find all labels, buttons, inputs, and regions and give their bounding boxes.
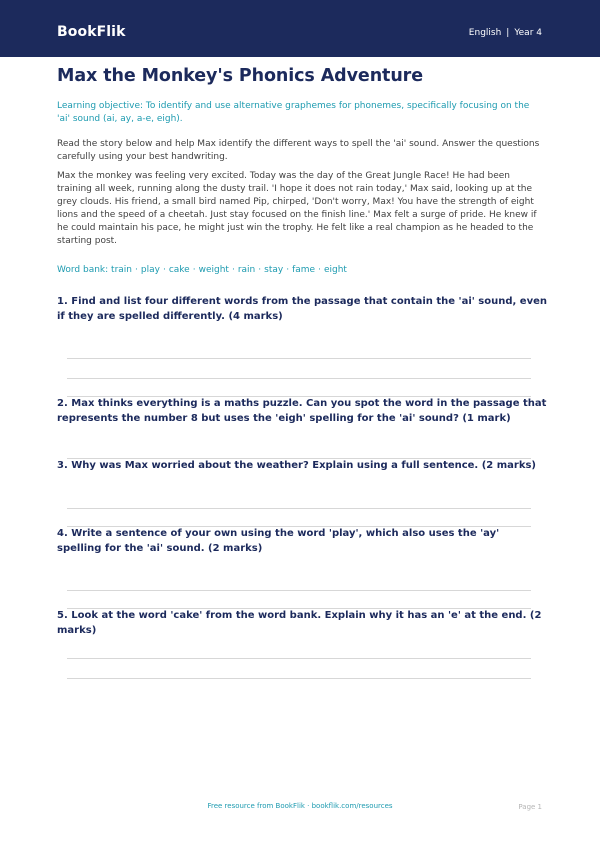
word-bank-separator: · xyxy=(162,265,166,275)
answer-line[interactable] xyxy=(67,358,531,359)
story-passage: Max the monkey was feeling very excited. Today was the day of the Great Jungle Race! He had been training all week, running along the dusty trail. 'I hope it does not rain today,' Max said, looking up at the grey clouds. His friend, a small bird named Pip, chirped, 'Don't worry, Max! You have the strength of eight lions and the speed of a cheetah. Just stay focused on the finish line.' Max felt a surge of pride. He knew if he could maintain his pace, he might just win the trophy. He felt like a real champion as he headed to the starting post. xyxy=(57,171,537,246)
subject-year-label xyxy=(469,28,542,38)
instructions-paragraph: Read the story below and help Max identify the different ways to spell the 'ai' sound. Answer the questions carefully using your best handwriting. xyxy=(57,139,540,162)
word-bank xyxy=(57,265,347,275)
answer-line[interactable] xyxy=(67,458,531,459)
brand-logo-text: BookFlik xyxy=(57,24,126,40)
answer-line[interactable] xyxy=(67,608,531,609)
word-bank-word: fame xyxy=(292,265,316,275)
answer-line[interactable] xyxy=(67,590,531,591)
year-label: Year 4 xyxy=(514,28,542,38)
word-bank-separator: · xyxy=(135,265,138,275)
question-5: 5. Look at the word 'cake' from the word bank. Explain why it has an 'e' at the end. (2 marks) xyxy=(57,610,542,636)
word-bank-label: Word bank: xyxy=(57,265,109,275)
subject-label: English xyxy=(468,28,502,38)
word-bank-separator: · xyxy=(231,265,235,275)
question-2: 2. Max thinks everything is a maths puzzle. Can you spot the word in the passage that represents the number 8 but uses the 'eigh' spelling for the 'ai' sound? (1 mark) xyxy=(57,398,547,424)
word-bank-word: play xyxy=(140,265,160,275)
header-bar xyxy=(0,0,600,57)
word-bank-separator: · xyxy=(286,265,290,275)
meta-separator: | xyxy=(506,28,510,38)
footer-resource-link[interactable]: Free resource from BookFlik · bookflik.com/resources xyxy=(207,802,393,810)
word-bank-separator: · xyxy=(318,265,321,275)
question-3: 3. Why was Max worried about the weather? Explain using a full sentence. (2 marks) xyxy=(57,460,536,471)
word-bank-word: stay xyxy=(264,265,284,275)
answer-line[interactable] xyxy=(67,508,531,509)
learning-objective: Learning objective: To identify and use alternative graphemes for phonemes, specifically focusing on the 'ai' sound (ai, ay, a-e, eigh). xyxy=(57,101,530,124)
answer-line[interactable] xyxy=(67,658,531,659)
worksheet-title: Max the Monkey's Phonics Adventure xyxy=(57,66,423,86)
answer-line[interactable] xyxy=(67,526,531,527)
word-bank-word: eight xyxy=(323,265,347,275)
word-bank-separator: · xyxy=(192,265,196,275)
word-bank-word: rain xyxy=(237,265,256,275)
answer-line[interactable] xyxy=(67,396,531,397)
word-bank-word: weight xyxy=(198,265,229,275)
word-bank-word: cake xyxy=(168,265,190,275)
word-bank-separator: · xyxy=(258,265,262,275)
question-1: 1. Find and list four different words from the passage that contain the 'ai' sound, even if they are spelled differently. (4 marks) xyxy=(57,296,548,322)
question-4: 4. Write a sentence of your own using the word 'play', which also uses the 'ay' spelling for the 'ai' sound. (2 marks) xyxy=(57,528,500,554)
page-number: Page 1 xyxy=(518,803,542,811)
answer-line[interactable] xyxy=(67,678,531,679)
answer-line[interactable] xyxy=(67,378,531,379)
word-bank-word: train xyxy=(111,265,132,275)
